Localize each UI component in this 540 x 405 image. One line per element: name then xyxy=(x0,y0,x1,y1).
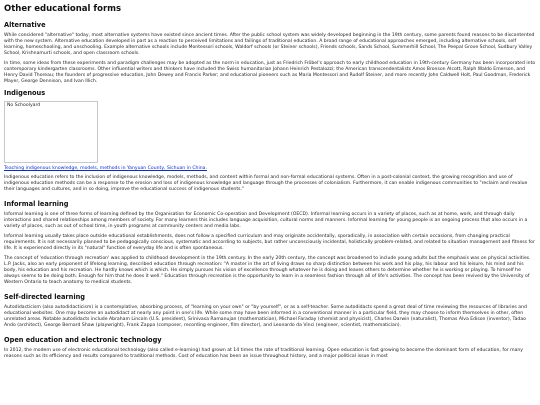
section-heading-self-directed: Self-directed learning xyxy=(4,293,86,301)
section-heading-indigenous: Indigenous xyxy=(4,89,46,97)
figure-caption-link[interactable]: Teaching indigenous knowledge, models, methods in Yanyuan County, Sichuan in China. xyxy=(4,166,207,171)
section-heading-informal: Informal learning xyxy=(4,200,69,208)
informal-paragraph-2: Informal learning usually takes place outside educational establishments, does not follow a specified curriculum and may originate accidentally, sporadically, in association with certain occasions, from changing practical requirements. It is not necessarily planned to be pedagogically conscious, systematic and according to subjects, but rather unconsciously incidental, holistically problem-related, and related to situation management and fitness for life. It is experienced directly in its "natural" function of everyday life and is often spontaneous. xyxy=(4,234,535,251)
alternative-paragraph-2: In time, some ideas from these experiments and paradigm challenges may be adopted as the norm in education, just as Friedrich Fröbel's approach to early childhood education in 19th-century Germany has been incorporated into contemporary kindergarten classrooms. Other influential writers and thinkers have included the Swiss humanitarian Johann Heinrich Pestalozzi; the American transcendentalists Amos Bronson Alcott, Ralph Waldo Emerson, and Henry David Thoreau; the founders of progressive education, John Dewey and Francis Parker; and educational pioneers such as Maria Montessori and Rudolf Steiner, and more recently John Caldwell Holt, Paul Goodman, Frederick Mayer, George Dennison, and Ivan Illich. xyxy=(4,61,536,84)
section-heading-open-education: Open education and electronic technology xyxy=(4,336,162,344)
informal-paragraph-3: The concept of 'education through recreation' was applied to childhood development in the 19th century. In the early 20th century, the concept was broadened to include young adults but the emphasis was on physical activities. L.P. Jacks, also an early proponent of lifelong learning, described education through recreation: "A master in the art of living draws no sharp distinction between his work and his play, his labour and his leisure, his mind and his body, his education and his recreation. He hardly knows which is which. He simply pursues his vision of excellence through whatever he is doing and leaves others to determine whether he is working or playing. To himself he always seems to be doing both. Enough for him that he does it well." Education through recreation is the opportunity to learn in a seamless fashion through all of life's activities. The concept has been revived by the University of Western Ontario to teach anatomy to medical students. xyxy=(4,256,531,285)
figure-image[interactable] xyxy=(4,101,98,163)
self-directed-paragraph-1: Autodidacticism (also autodidacticism) is a contemplative, absorbing process, of "learning on your own" or "by yourself", or as a self-teacher. Some autodidacts spend a great deal of time reviewing the resources of libraries and educational websites. One may become an autodidact at nearly any point in one's life. While some may have been informed in a conventional manner in a particular field, they may choose to inform themselves in other, often unrelated areas. Notable autodidacts include Abraham Lincoln (U.S. president), Srinivasa Ramanujan (mathematician), Michael Faraday (chemist and physicist), Charles Darwin (naturalist), Thomas Alva Edison (inventor), Tadao Ando (architect), George Bernard Shaw (playwright), Frank Zappa (composer, recording engineer, film director), and Leonardo da Vinci (engineer, scientist, mathematician). xyxy=(4,305,527,328)
figure-alt-text: No Schoolyard xyxy=(7,103,41,108)
indigenous-paragraph-1: Indigenous education refers to the inclusion of indigenous knowledge, models, methods, and content within formal and non-formal educational systems. Often in a post-colonial context, the growing recognition and use of indigenous education methods can be a response to the erosion and loss of indigenous knowledge and language through the processes of colonialism. Furthermore, it can enable indigenous communities to "reclaim and revalue their languages and cultures, and in so doing, improve the educational success of indigenous students." xyxy=(4,175,528,192)
informal-paragraph-1: Informal learning is one of three forms of learning defined by the Organisation for Economic Co-operation and Development (OECD). Informal learning occurs in a variety of places, such as at home, work, and through daily interactions and shared relationships among members of society. For many learners this includes language acquisition, cultural norms and manners. Informal learning for young people is an ongoing process that also occurs in a variety of places, such as out of school time, in youth programs at community centers and media labs. xyxy=(4,212,528,229)
open-education-paragraph-1: In 2012, the modern use of electronic educational technology (also called e-learning) had grown at 14 times the rate of traditional learning. Open education is fast growing to become the dominant form of education, for many reasons such as its efficiency and results compared to traditional methods. Cost of education has been an issue throughout history, and a major political issue in most xyxy=(4,348,524,359)
alternative-paragraph-1: While considered "alternative" today, most alternative systems have existed since ancient times. After the public school system was widely developed beginning in the 19th century, some parents found reasons to be discontented with the new system. Alternative education developed in part as a reaction to perceived limitations and failings of traditional education. A broad range of educational approaches emerged, including alternative schools, self learning, homeschooling, and unschooling. Example alternative schools include Montessori schools, Waldorf schools (or Steiner schools), Friends schools, Sands School, Summerhill School, The Peepal Grove School, Sudbury Valley School, Krishnamurti schools, and open classroom schools. xyxy=(4,33,535,56)
section-heading-alternative: Alternative xyxy=(4,21,46,29)
page-title: Other educational forms xyxy=(4,4,122,14)
figure-caption xyxy=(4,166,536,172)
